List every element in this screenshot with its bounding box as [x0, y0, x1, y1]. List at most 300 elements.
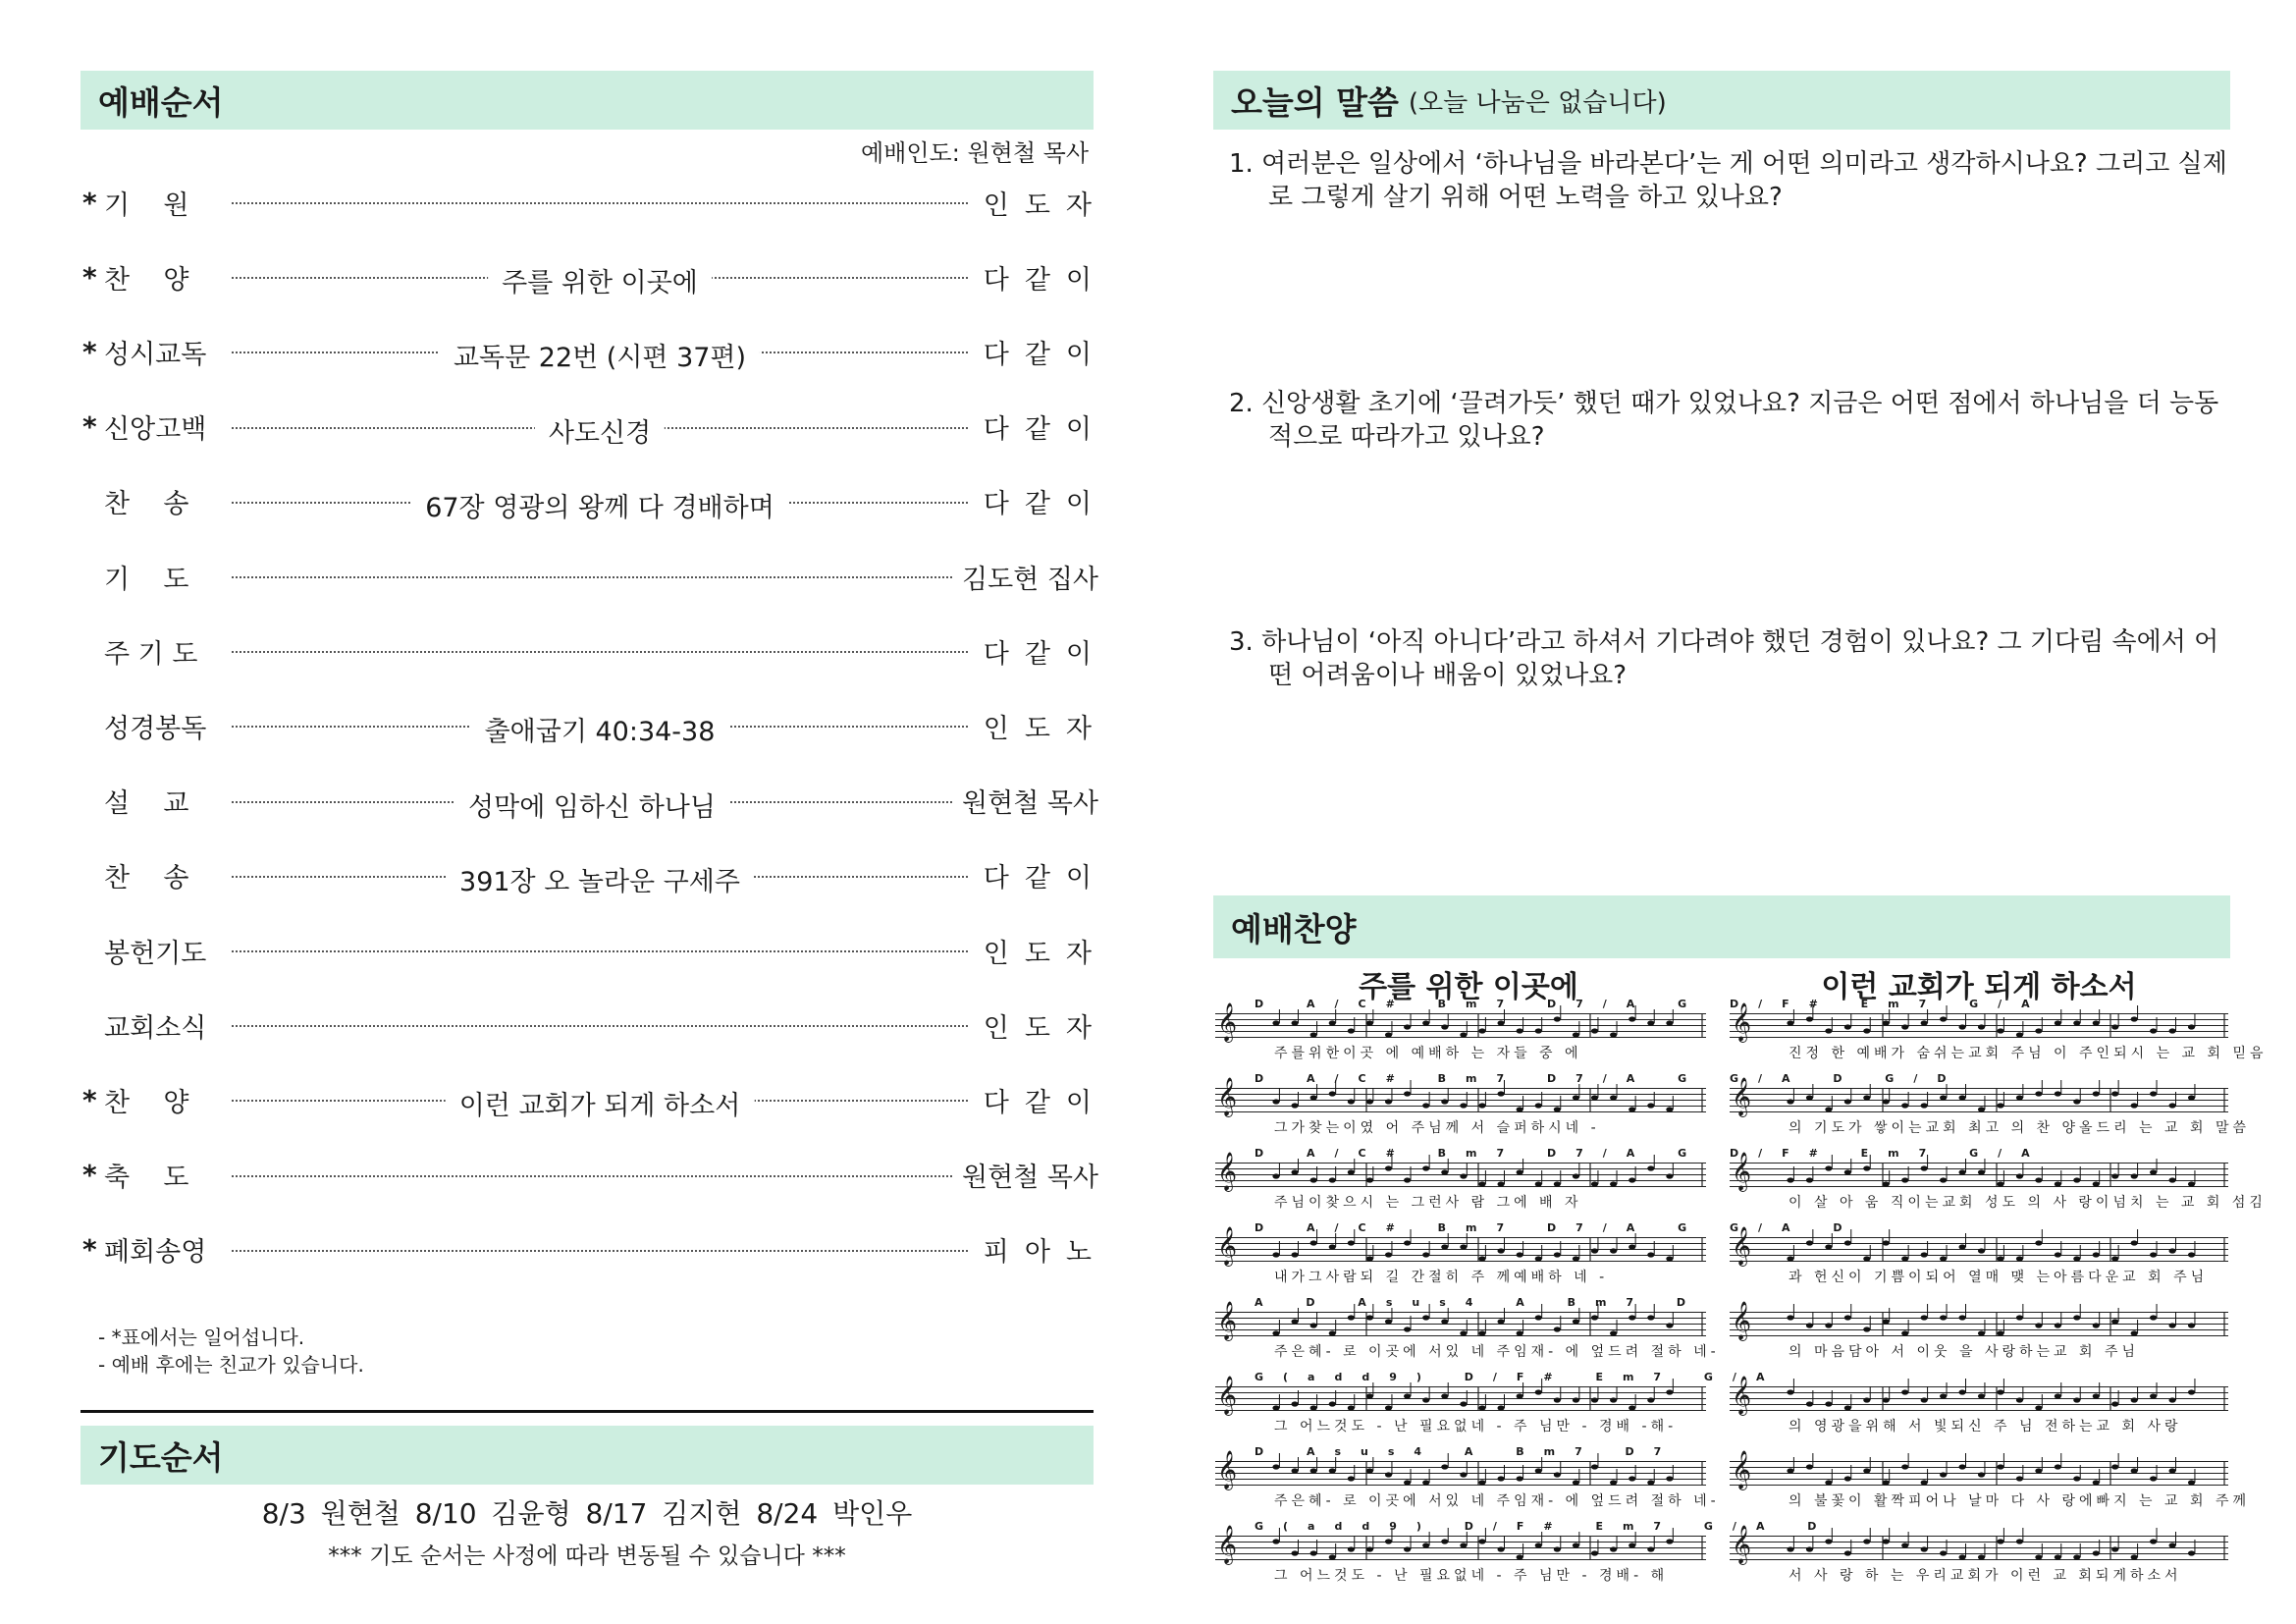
note-head: [2111, 1464, 2118, 1469]
note-head: [2035, 1240, 2042, 1245]
note-head: [1647, 1103, 1654, 1108]
note-head: [2150, 1028, 2157, 1033]
note-head: [1385, 1099, 1392, 1104]
chord-symbols: D A/C# Bm7 D7/A G G/A D G/D: [1255, 1072, 1966, 1085]
note-head: [1535, 1389, 1542, 1394]
note-head: [2150, 1252, 2157, 1257]
worship-songs-header: [1213, 895, 2230, 958]
note-head: [1366, 1099, 1373, 1104]
note-head: [1441, 1244, 1448, 1249]
note-head: [1517, 1028, 1523, 1033]
note-head: [2188, 1095, 2195, 1100]
note-head: [1554, 1016, 1561, 1021]
note-head: [2055, 1181, 2061, 1186]
notes-drawing: [1730, 1522, 2228, 1565]
lyric-line: 주를위한이곳 에 예배하 는 자들 중 에: [1274, 1046, 1582, 1061]
worship-notes: [98, 1324, 364, 1379]
order-item-label: 기 원: [104, 189, 189, 221]
note-head: [1806, 1177, 1813, 1182]
note-head: [2131, 1468, 2138, 1473]
note-head: [1573, 1397, 1579, 1402]
note-head: [1883, 1539, 1890, 1543]
treble-clef-icon: 𝄞: [1732, 1376, 1752, 1415]
note-head: [1901, 1330, 1908, 1335]
lyric-line: 주은혜- 로 이곳에 서있 네 주임재- 에 엎드려 절하 네-: [1274, 1493, 1720, 1509]
note-head: [1883, 1020, 1890, 1025]
note-head: [2055, 1252, 2061, 1257]
note-head: [2131, 1016, 2138, 1021]
note-head: [2168, 1468, 2175, 1473]
note-head: [2168, 1028, 2175, 1033]
note-head: [1348, 1099, 1355, 1104]
treble-clef-icon: 𝄞: [1217, 1301, 1238, 1340]
music-staff-line: [1730, 1149, 2267, 1214]
dotted-leader: [232, 1230, 968, 1270]
note-head: [1478, 1181, 1485, 1186]
note-head: [1666, 1173, 1673, 1178]
lyric-line: 진정 한 예배가 숨쉬는교회 주님 이 주인되시 는 교 회 믿음: [1789, 1046, 2268, 1061]
dotted-leader: [232, 482, 968, 521]
music-staff-line: [1730, 1522, 2228, 1587]
note-head: [1647, 1546, 1654, 1551]
note-head: [1997, 1256, 2003, 1261]
lyric-line: 주은혜- 로 이곳에 서있 네 주임재- 에 엎드려 절하 네-: [1274, 1344, 1720, 1360]
note-head: [2055, 1020, 2061, 1025]
note-head: [1647, 1020, 1654, 1025]
lyric-line: 의 기도가 쌓이는교회 최고 의 찬 양올드리 는 교 회 말씀: [1789, 1120, 2251, 1136]
note-head: [2188, 1181, 2195, 1186]
note-head: [1441, 1319, 1448, 1324]
lyric-line: 과 헌신이 기쁨이되어 열매 맺 는아름다운교 회 주님: [1789, 1270, 2209, 1285]
note-head: [1310, 1095, 1317, 1100]
note-head: [1441, 1539, 1448, 1543]
note-head: [1460, 1173, 1467, 1178]
note-head: [1844, 1024, 1851, 1029]
lyric-line: 의 불꽃이 활짝피어나 날마 다 사 랑에빠지 는 교 회 주께: [1789, 1493, 2251, 1509]
order-item-label: 주 기 도: [104, 638, 198, 670]
worship-leader: 예배인도: 원현철 목사: [861, 139, 1089, 167]
note-head: [2035, 1554, 2042, 1559]
music-staff-line: [1730, 1298, 2228, 1363]
note-head: [1787, 1020, 1793, 1025]
note-head: [2055, 1393, 2061, 1398]
notes-drawing: [1730, 1074, 2228, 1117]
note-head: [1844, 1099, 1851, 1104]
dotted-leader: [232, 407, 968, 447]
note-head: [1478, 1256, 1485, 1261]
note-head: [2073, 1020, 2080, 1025]
note-head: [1610, 1480, 1617, 1485]
treble-clef-icon: 𝄞: [1217, 1077, 1238, 1116]
order-item-person: 인도자: [983, 938, 1107, 969]
note-head: [1441, 1393, 1448, 1398]
note-head: [1978, 1554, 1985, 1559]
dotted-leader: [232, 1156, 952, 1195]
note-head: [1901, 1256, 1908, 1261]
note-head: [2188, 1252, 2195, 1257]
note-head: [1997, 1103, 2003, 1108]
note-head: [1901, 1103, 1908, 1108]
note-head: [1997, 1389, 2003, 1394]
note-head: [2073, 1476, 2080, 1481]
note-head: [1348, 1405, 1355, 1410]
note-head: [1291, 1401, 1298, 1406]
note-head: [2111, 1319, 2118, 1324]
note-head: [1535, 1256, 1542, 1261]
note-head: [2111, 1256, 2118, 1261]
note-head: [2093, 1252, 2100, 1257]
lyric-line: 그 어느것도 - 난 필요없네 - 주 님만 - 경배- 해: [1274, 1568, 1669, 1584]
order-item-content: 67장 영광의 왕께 다 경배하며: [411, 486, 788, 524]
note-head: [1787, 1389, 1793, 1394]
note-head: [1666, 1107, 1673, 1111]
note-head: [1958, 1389, 1965, 1394]
note-head: [1573, 1319, 1579, 1324]
note-head: [1422, 1315, 1429, 1320]
note-head: [1366, 1468, 1373, 1473]
note-head: [1310, 1240, 1317, 1245]
note-head: [1997, 1330, 2003, 1335]
note-head: [1573, 1480, 1579, 1485]
note-head: [1517, 1169, 1523, 1174]
note-head: [1404, 1091, 1411, 1096]
note-head: [1940, 1016, 1947, 1021]
order-row: [82, 782, 1098, 823]
note-head: [2131, 1330, 2138, 1335]
note-head: [1629, 1315, 1635, 1320]
note-head: [1958, 1244, 1965, 1249]
note-head: [1978, 1024, 1985, 1029]
note-head: [1844, 1405, 1851, 1410]
note-head: [1422, 1103, 1429, 1108]
note-head: [1310, 1405, 1317, 1410]
note-head: [1497, 1020, 1504, 1025]
note-head: [2093, 1393, 2100, 1398]
note-head: [1787, 1468, 1793, 1473]
note-head: [2150, 1476, 2157, 1481]
note-head: [1535, 1103, 1542, 1108]
note-head: [1647, 1252, 1654, 1257]
standing-mark: *: [82, 186, 97, 219]
note-head: [1901, 1543, 1908, 1547]
note-head: [2055, 1464, 2061, 1469]
note-head: [2168, 1323, 2175, 1327]
note-head: [1554, 1252, 1561, 1257]
note-head: [1825, 1323, 1832, 1327]
note-head: [2111, 1401, 2118, 1406]
note-head: [1666, 1323, 1673, 1327]
note-head: [1883, 1099, 1890, 1104]
note-head: [1844, 1550, 1851, 1555]
note-head: [1825, 1165, 1832, 1170]
note-head: [1863, 1256, 1870, 1261]
music-staff-line: [1215, 1520, 1837, 1587]
note-head: [1517, 1330, 1523, 1335]
dotted-leader: [232, 557, 952, 596]
note-head: [1844, 1476, 1851, 1481]
note-head: [1591, 1315, 1598, 1320]
note-head: [1422, 1397, 1429, 1402]
dotted-leader: [232, 706, 968, 748]
order-row: [82, 482, 1107, 523]
order-row: [82, 557, 1098, 596]
lyric-line: 주님이찾으시 는 그런사 람 그에 배 자: [1274, 1195, 1582, 1211]
note-head: [1978, 1169, 1985, 1174]
note-head: [2016, 1315, 2023, 1320]
standing-mark: *: [82, 1083, 97, 1116]
note-head: [1478, 1103, 1485, 1108]
standing-mark: *: [82, 1159, 97, 1192]
order-item-label: 축 도: [104, 1163, 189, 1194]
note-head: [1921, 1315, 1928, 1320]
note-head: [1863, 1028, 1870, 1033]
order-row: [82, 706, 1107, 748]
note-head: [1958, 1024, 1965, 1029]
note-head: [1978, 1107, 1985, 1111]
order-item-content: 주를 위한 이곳에: [488, 261, 712, 299]
note-head: [2016, 1397, 2023, 1402]
note-head: [1422, 1543, 1429, 1547]
order-item-person: 다같이: [983, 863, 1107, 894]
note-head: [2073, 1315, 2080, 1320]
chord-symbols: D Asus4 A Bm7 D7: [1255, 1445, 1682, 1458]
note-head: [1921, 1397, 1928, 1402]
note-head: [1366, 1546, 1373, 1551]
dotted-leader: [232, 332, 968, 374]
note-head: [2111, 1173, 2118, 1178]
note-head: [1978, 1472, 1985, 1477]
note-head: [2093, 1550, 2100, 1555]
note-head: [1348, 1028, 1355, 1033]
lyric-line: 그가찾는이였 어 주님께 서 슬퍼하시네 -: [1274, 1120, 1600, 1136]
note-head: [1666, 1389, 1673, 1394]
note-head: [1460, 1244, 1467, 1249]
note-head: [1366, 1393, 1373, 1398]
note-head: [2131, 1397, 2138, 1402]
question-3: 3. 하나님이 ‘아직 아니다’라고 하셔서 기다려야 했던 경험이 있나요? 그 기다림 속에서 어떤 어려움이나 배움이 있었나요?: [1229, 627, 2219, 690]
note-head: [1844, 1240, 1851, 1245]
note-head: [1554, 1181, 1561, 1186]
note-head: [1497, 1319, 1504, 1324]
note-head: [2093, 1181, 2100, 1186]
worship-order-title: 예배순서: [98, 82, 224, 122]
note-head: [1517, 1252, 1523, 1257]
note-head: [1348, 1240, 1355, 1245]
note-head: [1497, 1546, 1504, 1551]
treble-clef-icon: 𝄞: [1732, 1450, 1752, 1489]
treble-clef-icon: 𝄞: [1217, 1002, 1238, 1042]
note-head: [1291, 1020, 1298, 1025]
dotted-leader: [232, 1005, 968, 1045]
chord-symbols: G(add9) D/F# Em7 G/A D: [1255, 1520, 1837, 1533]
note-head: [1806, 1240, 1813, 1245]
note-head: [1958, 1464, 1965, 1469]
order-item-content: 이런 교회가 되게 하소서: [446, 1084, 755, 1122]
note-head: [1310, 1550, 1317, 1555]
note-head: [2168, 1177, 2175, 1182]
note-head: [2093, 1480, 2100, 1485]
note-head: [1666, 1539, 1673, 1543]
note-head: [1921, 1165, 1928, 1170]
note-head: [2168, 1248, 2175, 1253]
order-item-label: 교회소식: [104, 1012, 207, 1044]
dotted-leader: [232, 183, 968, 222]
note-head: [1806, 1323, 1813, 1327]
dotted-leader: [232, 782, 952, 821]
note-head: [1901, 1464, 1908, 1469]
note-head: [1348, 1315, 1355, 1320]
note-head: [1535, 1315, 1542, 1320]
note-head: [2073, 1554, 2080, 1559]
note-head: [1348, 1169, 1355, 1174]
note-head: [1806, 1546, 1813, 1551]
todays-word-subtitle: (오늘 나눔은 없습니다): [1408, 87, 1667, 118]
note-head: [2111, 1091, 2118, 1096]
music-staff-line: [1730, 1373, 2228, 1437]
note-head: [2035, 1405, 2042, 1410]
note-head: [1629, 1476, 1635, 1481]
order-row: [82, 1230, 1107, 1270]
note-head: [2150, 1315, 2157, 1320]
notes-drawing: [1730, 1298, 2228, 1341]
note-head: [1272, 1099, 1279, 1104]
note-head: [1291, 1169, 1298, 1174]
note-head: [1535, 1181, 1542, 1186]
note-head: [1863, 1095, 1870, 1100]
note-head: [2150, 1169, 2157, 1174]
notes-drawing: [1730, 1447, 2228, 1490]
note-head: [1272, 1464, 1279, 1469]
order-row: [82, 631, 1107, 671]
note-head: [1610, 1248, 1617, 1253]
note-head: [1497, 1091, 1504, 1096]
note-head: [2188, 1024, 2195, 1029]
order-row: [82, 1156, 1098, 1195]
note-head: [2168, 1103, 2175, 1108]
note-head: [1404, 1480, 1411, 1485]
note-head: [1478, 1539, 1485, 1543]
note-head: [1591, 1095, 1598, 1100]
note-head: [2188, 1550, 2195, 1555]
order-item-label: 찬 송: [104, 489, 189, 520]
note-head: [1997, 1028, 2003, 1033]
note-head: [1978, 1330, 1985, 1335]
note-head: [1497, 1405, 1504, 1410]
note-head: [2055, 1323, 2061, 1327]
note-head: [1629, 1177, 1635, 1182]
note-head: [1863, 1468, 1870, 1473]
note-head: [1329, 1244, 1336, 1249]
note-head: [1460, 1543, 1467, 1547]
order-item-person: 김도현 집사: [962, 564, 1098, 595]
order-row: [82, 332, 1107, 374]
note-head: [1825, 1028, 1832, 1033]
note-head: [1787, 1177, 1793, 1182]
note-head: [2073, 1256, 2080, 1261]
note-head: [1940, 1256, 1947, 1261]
music-staff-line: [1215, 1221, 1862, 1288]
dotted-leader: [232, 1080, 968, 1122]
note-head: [1958, 1095, 1965, 1100]
note-head: [1997, 1464, 2003, 1469]
note-head: [2150, 1539, 2157, 1543]
lyric-line: 내가그사람되 길 간절히 주 께예배하 네 -: [1274, 1270, 1609, 1285]
note-head: [1329, 1330, 1336, 1335]
note-head: [1787, 1256, 1793, 1261]
note-head: [1460, 1103, 1467, 1108]
note-head: [1921, 1103, 1928, 1108]
lyric-line: 의 영광을위해 서 빛되신 주 님 전하는교 회 사랑: [1789, 1419, 2182, 1435]
note-head: [1441, 1099, 1448, 1104]
note-head: [1573, 1256, 1579, 1261]
order-item-person: 인도자: [983, 713, 1107, 744]
note-head: [2035, 1091, 2042, 1096]
note-head: [2168, 1543, 2175, 1547]
note-head: [2131, 1173, 2138, 1178]
note-head: [1940, 1550, 1947, 1555]
note-head: [1366, 1020, 1373, 1025]
treble-clef-icon: 𝄞: [1217, 1152, 1238, 1191]
note-head: [1310, 1177, 1317, 1182]
note-head: [1535, 1028, 1542, 1033]
note-head: [1348, 1546, 1355, 1551]
note-head: [1629, 1107, 1635, 1111]
note-head: [1940, 1315, 1947, 1320]
note-head: [1787, 1099, 1793, 1104]
dotted-leader: [232, 931, 968, 970]
notes-drawing: [1730, 1000, 2228, 1043]
note-head: [1997, 1181, 2003, 1186]
note-head: [1591, 1397, 1598, 1402]
lyric-line: 이 살 아 움 직이는교회 성도 의 사 랑이넘치 는 교 회 섬김: [1789, 1195, 2267, 1211]
note-head: [1517, 1107, 1523, 1111]
note-head: [1921, 1480, 1928, 1485]
note-head: [2035, 1028, 2042, 1033]
treble-clef-icon: 𝄞: [1217, 1450, 1238, 1489]
note-head: [2111, 1546, 2118, 1551]
note-head: [1591, 1248, 1598, 1253]
note-head: [1806, 1464, 1813, 1469]
note-head: [1310, 1323, 1317, 1327]
order-item-label: 성시교독: [104, 339, 207, 370]
note-head: [1863, 1165, 1870, 1170]
note-head: [1629, 1543, 1635, 1547]
todays-word-header: [1213, 71, 2230, 130]
notes-drawing: [1730, 1223, 2228, 1267]
note-head: [2093, 1323, 2100, 1327]
note-head: [1647, 1315, 1654, 1320]
note-head: [2016, 1256, 2023, 1261]
note-head: [1497, 1248, 1504, 1253]
note-head: [1517, 1393, 1523, 1398]
note-head: [2131, 1240, 2138, 1245]
section-divider: [80, 1410, 1094, 1413]
note-head: [1404, 1546, 1411, 1551]
note-head: [1940, 1472, 1947, 1477]
note-head: [1610, 1032, 1617, 1037]
note-head: [1978, 1248, 1985, 1253]
note-head: [1806, 1016, 1813, 1021]
note-head: [1497, 1476, 1504, 1481]
note-head: [1272, 1020, 1279, 1025]
prayer-schedule: 8/3 원현철 8/10 김윤형 8/17 김지현 8/24 박인우: [261, 1497, 913, 1530]
chord-symbols: D A/C# Bm7 D7/A G D/F# Em7 G/A: [1255, 998, 2050, 1010]
note-head: [1787, 1546, 1793, 1551]
note-head: [1272, 1539, 1279, 1543]
note-head: [1863, 1326, 1870, 1331]
note-head: [1291, 1252, 1298, 1257]
order-item-person: 다같이: [983, 489, 1107, 520]
